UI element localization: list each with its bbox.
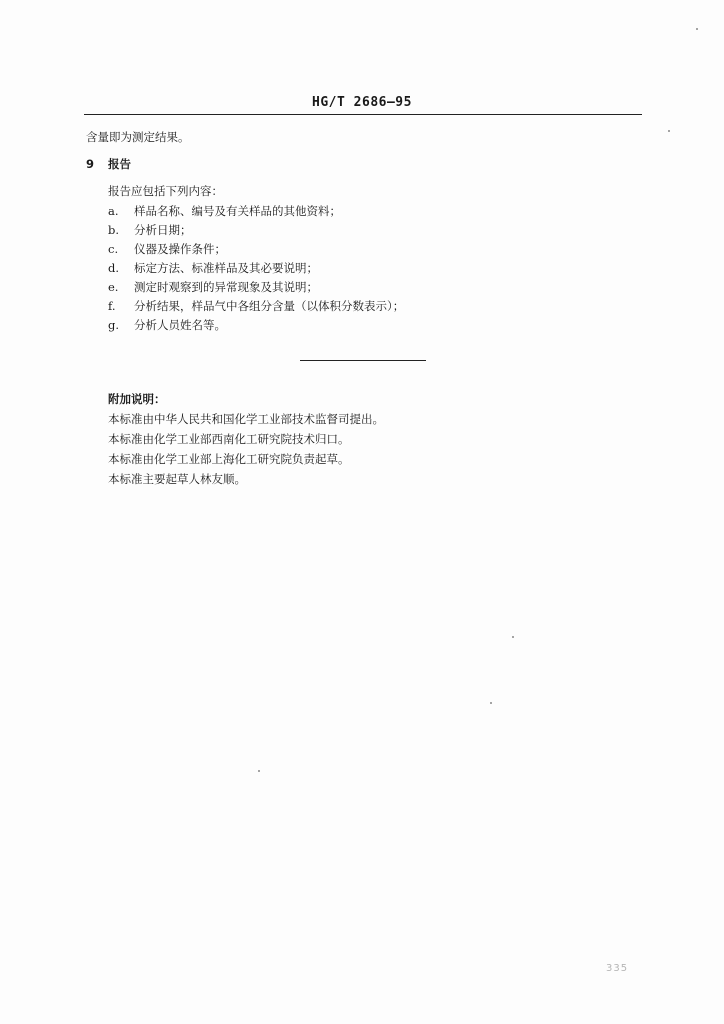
additional-notes-title: 附加说明： bbox=[108, 392, 166, 406]
list-item-text: 分析日期； bbox=[134, 223, 192, 237]
section-title: 报告 bbox=[108, 157, 131, 171]
list-item-g bbox=[108, 318, 226, 332]
list-item-text: 测定时观察到的异常现象及其说明； bbox=[134, 280, 318, 294]
note-line: 本标准主要起草人林友顺。 bbox=[108, 472, 246, 486]
page-number: 335 bbox=[606, 963, 629, 974]
section-number: 9 bbox=[86, 157, 95, 171]
list-item-text: 分析人员姓名等。 bbox=[134, 318, 226, 332]
list-item-c bbox=[108, 242, 226, 256]
scan-speck bbox=[512, 636, 514, 638]
note-line: 本标准由中华人民共和国化学工业部技术监督司提出。 bbox=[108, 412, 384, 426]
scan-speck bbox=[258, 770, 260, 772]
scan-speck bbox=[490, 702, 492, 704]
note-line: 本标准由化学工业部上海化工研究院负责起草。 bbox=[108, 452, 350, 466]
note-line: 本标准由化学工业部西南化工研究院技术归口。 bbox=[108, 432, 350, 446]
list-marker: f. bbox=[108, 299, 116, 313]
list-item-f bbox=[108, 299, 404, 313]
list-marker: b. bbox=[108, 223, 120, 237]
list-item-b bbox=[108, 223, 192, 237]
list-marker: c. bbox=[108, 242, 119, 256]
standard-code-header: HG/T 2686—95 bbox=[312, 95, 412, 110]
scan-speck bbox=[696, 28, 698, 30]
list-item-text: 仪器及操作条件； bbox=[134, 242, 226, 256]
list-item-a bbox=[108, 204, 341, 218]
list-item-d bbox=[108, 261, 318, 275]
list-marker: e. bbox=[108, 280, 119, 294]
end-of-text-rule bbox=[300, 360, 426, 361]
list-item-text: 标定方法、标准样品及其必要说明； bbox=[134, 261, 318, 275]
list-marker: g. bbox=[108, 318, 120, 332]
list-item-text: 分析结果，样品气中各组分含量（以体积分数表示）； bbox=[134, 299, 405, 313]
list-marker: a. bbox=[108, 204, 119, 218]
list-item-text: 样品名称、编号及有关样品的其他资料； bbox=[134, 204, 341, 218]
header-rule bbox=[84, 114, 642, 115]
report-intro: 报告应包括下列内容： bbox=[108, 184, 223, 198]
continuation-text: 含量即为测定结果。 bbox=[86, 130, 190, 144]
list-item-e bbox=[108, 280, 318, 294]
section-heading bbox=[86, 157, 131, 171]
scan-speck bbox=[668, 130, 670, 132]
list-marker: d. bbox=[108, 261, 120, 275]
